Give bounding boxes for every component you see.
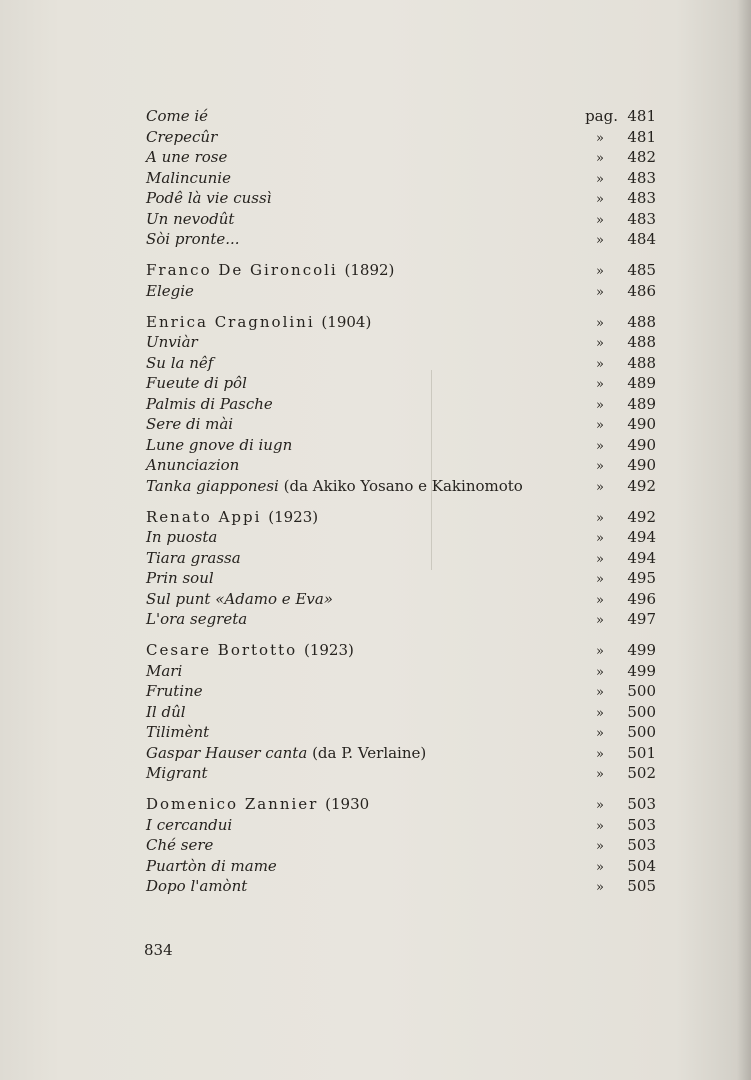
author-full-name: Enrica Cragnolini [146, 312, 315, 331]
page-number: 482 [627, 148, 656, 166]
page-number: 490 [627, 415, 656, 433]
author-years: (1923) [268, 507, 319, 526]
ditto-mark: » [596, 726, 604, 741]
ditto-mark: » [596, 212, 604, 228]
table-of-contents [146, 106, 656, 897]
poem-title: Dopo l'amònt [146, 877, 248, 895]
poem-title: Prin soul [146, 569, 214, 587]
toc-entry [146, 856, 656, 877]
page-number: 503 [627, 815, 656, 834]
page-number: 500 [627, 702, 656, 721]
page-number: 501 [627, 743, 656, 762]
ditto-mark: » [596, 438, 604, 454]
poem-title: Migrant [146, 764, 208, 782]
toc-entry [146, 332, 656, 353]
page-ref [596, 702, 656, 725]
translation-note: (da Akiko Yosano e Kakinomoto [283, 476, 523, 495]
page-number: 492 [627, 476, 656, 495]
ditto-mark: » [596, 613, 604, 628]
ditto-mark: » [596, 859, 604, 875]
page-ref [596, 856, 656, 879]
poem-title: Tilimènt [146, 723, 210, 741]
section-spacer [146, 496, 656, 507]
page-number: 503 [627, 836, 656, 854]
toc-entry [146, 394, 656, 415]
page-ref [596, 281, 656, 304]
page-number: 481 [627, 127, 656, 146]
author-years: (1904) [321, 312, 372, 331]
page-ref [596, 260, 656, 283]
author-years: (1923) [303, 641, 354, 659]
page-ref [596, 229, 656, 252]
poem-title: Lune gnove di iugn [146, 435, 293, 454]
poem-title: Sul punt «Adamo e Eva» [146, 589, 333, 608]
author-full-name: Franco De Gironcoli [146, 261, 338, 279]
toc-entry [146, 527, 656, 548]
toc-entry [146, 353, 656, 374]
poem-title: Gaspar Hauser canta [146, 743, 308, 762]
poem-title: Mari [146, 661, 183, 680]
toc-entry [146, 373, 656, 394]
page-ref [596, 188, 656, 211]
ditto-mark: » [596, 233, 604, 248]
page-number: 481 [627, 107, 656, 125]
toc-entry [146, 476, 656, 497]
author-full-name: Renato Appi [146, 507, 262, 526]
ditto-mark: » [596, 685, 604, 700]
toc-entry [146, 188, 656, 209]
toc-entry [146, 763, 656, 784]
ditto-mark: » [596, 746, 604, 762]
toc-entry [146, 815, 656, 836]
toc-entry [146, 609, 656, 630]
author-full-name: Cesare Bortotto [146, 641, 298, 659]
page-number: 489 [627, 374, 656, 392]
page-ref [596, 763, 656, 786]
poem-title: Il dûl [146, 702, 186, 721]
page-ref [596, 568, 656, 591]
page-number: 500 [627, 682, 656, 700]
ditto-mark: » [596, 315, 604, 331]
page-ref [596, 147, 656, 170]
page-number: 495 [627, 569, 656, 587]
toc-entry [146, 548, 656, 569]
ditto-mark: » [596, 798, 604, 813]
page-ref [596, 312, 656, 335]
ditto-mark: » [596, 839, 604, 854]
page-ref [596, 353, 656, 376]
poem-title: Crepecûr [146, 127, 218, 146]
page-number: 490 [627, 435, 656, 454]
author-name [146, 508, 318, 526]
page-number: 483 [627, 209, 656, 228]
page-ref [596, 640, 656, 663]
page-number: 504 [627, 856, 656, 875]
page-ref [596, 722, 656, 745]
author-name [146, 313, 371, 331]
page-number: 500 [627, 723, 656, 741]
page-ref [596, 209, 656, 232]
toc-entry [146, 743, 656, 764]
poem-title: Frutine [146, 682, 203, 700]
page-number: 486 [627, 281, 656, 300]
ditto-mark: » [596, 356, 604, 372]
author-years: (1892) [344, 261, 395, 279]
page-ref [596, 414, 656, 437]
page-number: 492 [627, 507, 656, 526]
author-heading [146, 640, 656, 661]
toc-entry [146, 435, 656, 456]
page-number: 494 [627, 528, 656, 546]
page-ref [596, 661, 656, 684]
page-number: 483 [627, 189, 656, 207]
ditto-mark: » [596, 192, 604, 207]
page-number: 505 [627, 877, 656, 895]
poem-title: L'ora segreta [146, 610, 248, 628]
toc-entry [146, 414, 656, 435]
toc-entry [146, 876, 656, 897]
section-spacer [146, 301, 656, 312]
ditto-mark: » [596, 767, 604, 782]
author-heading [146, 312, 656, 333]
page-ref [596, 373, 656, 396]
page-number: 496 [627, 589, 656, 608]
page-ref [596, 815, 656, 838]
toc-entry [146, 455, 656, 476]
section-spacer [146, 784, 656, 795]
page-number: 497 [627, 610, 656, 628]
section-spacer [146, 630, 656, 641]
ditto-mark: » [596, 377, 604, 392]
page-ref [596, 332, 656, 355]
poem-title: Tiara grassa [146, 548, 241, 567]
ditto-mark: » [596, 264, 604, 279]
author-full-name: Domenico Zannier [146, 795, 319, 813]
ditto-mark: » [596, 572, 604, 587]
translation-note: (da P. Verlaine) [312, 743, 427, 762]
page-ref [596, 168, 656, 191]
toc-entry [146, 281, 656, 302]
page-number: 499 [627, 661, 656, 680]
poem-title: Tanka giapponesi [146, 476, 279, 495]
page-ref [596, 435, 656, 458]
author-years: (1930 [325, 795, 370, 813]
page-prefix: pag. [585, 107, 618, 125]
ditto-mark: » [596, 479, 604, 495]
toc-entry [146, 722, 656, 743]
toc-entry [146, 702, 656, 723]
poem-title: Unviàr [146, 333, 198, 351]
page-ref [596, 589, 656, 612]
page-ref [596, 476, 656, 499]
page-number: 502 [627, 764, 656, 782]
ditto-mark: » [596, 644, 604, 659]
page-ref [596, 127, 656, 150]
page-number: 484 [627, 230, 656, 248]
page-number: 488 [627, 312, 656, 331]
ditto-mark: » [596, 531, 604, 546]
toc-entry [146, 681, 656, 702]
ditto-mark: » [596, 397, 604, 413]
poem-title: Sòi pronte... [146, 230, 240, 248]
poem-title: I cercandui [146, 815, 233, 834]
poem-title: Sere di mài [146, 415, 234, 433]
page-number: 499 [627, 641, 656, 659]
ditto-mark: » [596, 705, 604, 721]
page-ref [585, 106, 656, 127]
toc-entry [146, 229, 656, 250]
ditto-mark: » [596, 459, 604, 474]
toc-entry [146, 106, 656, 127]
page-number-footer: 834 [144, 941, 173, 959]
ditto-mark: » [596, 171, 604, 187]
page-ref [596, 794, 656, 817]
page-ref [596, 743, 656, 766]
poem-title: Malincunie [146, 168, 231, 187]
page-ref [596, 527, 656, 550]
author-heading [146, 507, 656, 528]
page-ref [596, 609, 656, 632]
page-number: 489 [627, 394, 656, 413]
ditto-mark: » [596, 151, 604, 166]
toc-entry [146, 127, 656, 148]
poem-title: Su la nêf [146, 353, 214, 372]
toc-entry [146, 835, 656, 856]
author-name [146, 795, 369, 813]
ditto-mark: » [596, 592, 604, 608]
ditto-mark: » [596, 418, 604, 433]
poem-title: Puartòn di mame [146, 856, 277, 875]
poem-title: Podê là vie cussì [146, 189, 272, 207]
toc-entry [146, 568, 656, 589]
page-number: 488 [627, 333, 656, 351]
poem-title: Come ié [146, 107, 209, 125]
ditto-mark: » [596, 551, 604, 567]
ditto-mark: » [596, 130, 604, 146]
page-number: 490 [627, 456, 656, 474]
author-heading [146, 260, 656, 281]
page-ref [596, 548, 656, 571]
page-ref [596, 876, 656, 899]
ditto-mark: » [596, 336, 604, 351]
page-number: 503 [627, 795, 656, 813]
author-name [146, 641, 354, 659]
poem-title: In puosta [146, 528, 218, 546]
page-ref [596, 507, 656, 530]
toc-entry [146, 147, 656, 168]
ditto-mark: » [596, 880, 604, 895]
page-number: 483 [627, 168, 656, 187]
toc-entry [146, 209, 656, 230]
poem-title: Ché sere [146, 836, 214, 854]
page-ref [596, 835, 656, 858]
page-ref [596, 455, 656, 478]
page-number: 494 [627, 548, 656, 567]
toc-entry [146, 661, 656, 682]
ditto-mark: » [596, 818, 604, 834]
ditto-mark: » [596, 284, 604, 300]
page-number: 488 [627, 353, 656, 372]
ditto-mark: » [596, 510, 604, 526]
poem-title: Palmis di Pasche [146, 394, 273, 413]
page-ref [596, 681, 656, 704]
section-spacer [146, 250, 656, 261]
poem-title: Elegie [146, 281, 194, 300]
page-number: 485 [627, 261, 656, 279]
page-edge-shadow [737, 0, 751, 1080]
poem-title: Un nevodût [146, 209, 235, 228]
poem-title: Fueute di pôl [146, 374, 247, 392]
author-heading [146, 794, 656, 815]
poem-title: A une rose [146, 148, 228, 166]
toc-entry [146, 168, 656, 189]
toc-entry [146, 589, 656, 610]
poem-title: Anunciazion [146, 456, 240, 474]
author-name [146, 261, 394, 279]
page-ref [596, 394, 656, 417]
ditto-mark: » [596, 664, 604, 680]
